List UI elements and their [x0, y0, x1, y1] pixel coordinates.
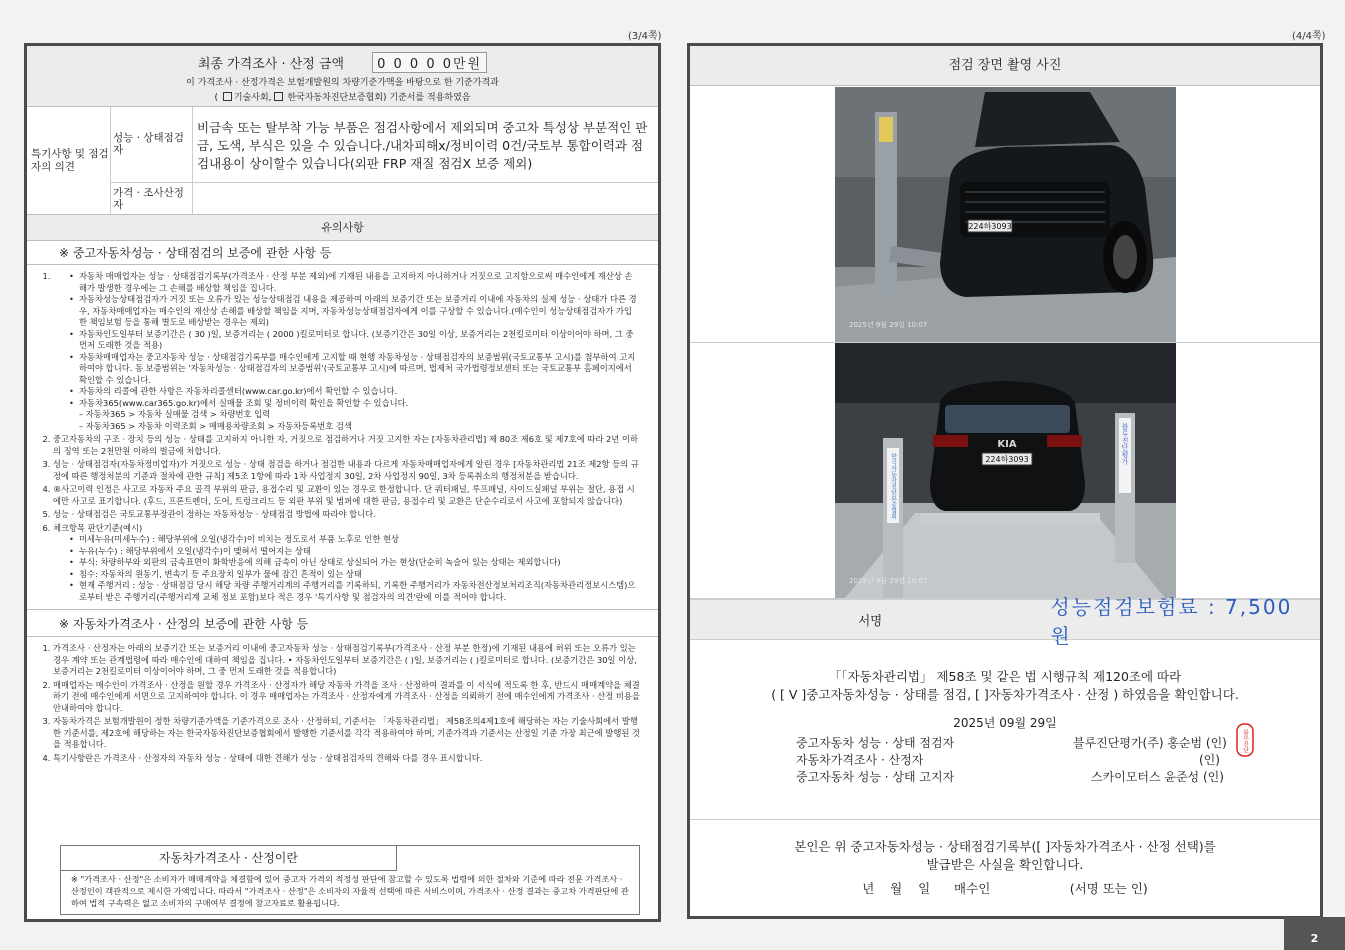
opinion-section	[27, 107, 658, 215]
insurance-fee: 성능점검보험료 : 7,500 원	[1050, 594, 1293, 648]
note-item: 2. 중고자동차의 구조 · 장치 등의 성능 · 상태를 고지하지 아니한 자, 거짓으로 점검하거나 거짓 고지한 자는 [자동차관리법] 제 80조 제6호 및 제7호에 따라 2년 이하의 징역 또는 2천만원 이하의 벌금에 처합니다.	[53, 434, 640, 457]
note-item: 4. ®사고이력 인정은 사고로 자동차 주요 골격 부위의 판금, 용접수리 및 교환이 있는 경우로 한정합니다. 단 쿼터패널, 루프패널, 사이드실패널 부위는 절단, 용접 시에만 사고로 표기합니다. (후드, 프론트펜더, 도어, 트렁크리드 등 외판 부위 및 범퍼에 대한 판금, 용접수리 및 교환은 단순수리로서 사고에 포함되지 않습니다)	[53, 484, 640, 507]
price-notes	[27, 643, 658, 764]
definition-title: 자동차가격조사 · 산정이란	[61, 846, 397, 871]
pillar-right-text: 블루진단평가	[1120, 423, 1129, 465]
final-price-desc-1: 이 가격조사 · 산정가격은 보험개발원의 차량기준가액을 바탕으로 한 기준가격과	[186, 78, 499, 88]
note-item: 5. 성능 · 상태점검은 국토교통부장관이 정하는 자동차성능 · 상태점검 방법에 따라야 합니다.	[53, 509, 640, 521]
seal-text: 블루진단	[1241, 729, 1249, 753]
definition-text: ※ "가격조사 · 산정"은 소비자가 매매계약을 체결함에 있어 중고자 가격의 적정성 판단에 참고할 수 있도록 법령에 의한 절차와 기준에 따라 전문 가격조사 · 산정인이 객관적으로 제시한 가액입니다. 따라서 "가격조사 · 산정"은 소비자의 자율적 선택에 따른 서비스이며, 가격조사 · 산정 결과는 중고차 가격판단에 관하여 법적 구속력은 없고 소비자의 구매여부 결정에 참고자료로 활용됩니다.	[71, 874, 629, 908]
final-price-amount: 0 0 0 0 0만원	[372, 52, 487, 73]
opinion-label: 특기사항 및 점검자의 의견	[27, 107, 111, 214]
notifier-name: 스카이모터스 윤준성 (인)	[1091, 770, 1224, 784]
price-note-item: 3. 자동차가격은 보험개발원이 정한 차량기준가액을 기준가격으로 조사 · 산정하되, 기준서는 「자동차관리법」 제58조의4제1호에 해당하는 자는 기술사회에서 발행한 기준서를, 제2호에 해당하는 자는 한국자동차진단보증협회에서 발행한 기준서를 각각 적용하여야 하며, 기준가격과 기준서는 산정일 기준 가장 최근에 발행된 것을 적용합니다.	[53, 716, 640, 751]
final-price-section	[27, 46, 658, 107]
note-item: 6. 체크항목 판단기준(예시) • 미세누유(미세누수) : 해당부위에 오일(냉각수)이 비치는 정도로서 부품 노후로 인한 현상 • 누유(누수) : 해당부위에서 오일(냉각수)이 맺혀서 떨어지는 상태 • 부식: 차량하부와 외판의 금속표면이 화학반응에 의해 금속이 아닌 상태로 상실되어 가는 현상(단순히 녹슬어 있는 상태는 제외합니다) • 침수: 자동차의 원동기, 변속기 등 주요장치 일부가 물에 잠긴 흔적이 있는 상태 • 현재 주행거리 : 성능 · 상태점검 당시 해당 차량 주행거리계의 주행거리를 기록하되, 기록한 주행거리가 자동차전산정보처리조직(자동차관리정보시스템)으로부터 받은 주행거리(주행거리계 교체 정보 포함)보다 적은 경우 '특기사항 및 점검자의 의견'란에 이를 적어야 합니다.	[53, 523, 640, 604]
inspection-date: 2025년 09월 29일	[953, 716, 1057, 730]
note-item: • 1. 자동차 매매업자는 성능 · 상태점검기록부(가격조사 · 산정 부분 제외)에 기재된 내용을 고지하지 아니하거나 거짓으로 고지함으로써 매수인에게 재산상 손해가 발생한 경우에는 그 손해를 배상할 책임을 집니다. • 자동차성능상태점검자가 거짓 또는 오류가 있는 성능상태점검 내용을 제공하여 아래의 보증기간 또는 보증거리 이내에 자동차의 실제 성능 · 상태가 다른 경우, 자동차매매업자는 매수인의 재산상 손해를 배상할 책임을 지며, 자동차성능상태점검자에게 이를 구상할 수 있습니다.(매수인이 성능상태점검자가 가입한 책임보험 등을 통해 별도로 배상받는 경우는 제외) • 자동차인도일부터 보증기간은 ( 30 )일, 보증거리는 ( 2000 )킬로미터로 합니다. (보증기간은 30일 이상, 보증거리는 2천킬로미터 이상이어야 하며, 그 중 먼저 도래한 것을 적용) • 자동차매매업자는 중고자동차 성능 · 상태점검기록부를 매수인에게 고지할 때 현행 자동차성능 · 상태점검자의 보증범위(국토교통부 고시)를 첨부하여 고지하여야 합니다. 동 보증범위는 '자동차성능 · 상태점검자의 보증범위'(국토교통부 고시)에 따르며, 법제처 국가법령정보센터 또는 국토교통부 홈페이지에서 확인할 수 있습니다. • 자동차의 리콜에 관한 사항은 자동차리콜센터(www.car.go.kr)에서 확인할 수 있습니다. • 자동차365(www.car365.go.kr)에서 실매물 조회 및 정비이력 확인을 확인할 수 있습니다. – 자동차365 > 자동차 실매물 검색 > 차량번호 입력 – 자동차365 > 자동차 이력조회 > 매매용차량조회 > 자동차등록번호 검색	[53, 271, 640, 432]
page-badge[interactable]: 2	[1284, 917, 1345, 950]
final-price-desc-2: ( 기술사회, 한국자동차진단보증협회) 기준서를 적용하였음	[214, 93, 471, 103]
left-document-page	[24, 43, 661, 922]
price-note-item: 4. 특기사항란은 가격조사 · 산정자의 자동차 성능 · 상태에 대한 견해가 성능 · 상태점검자의 견해와 다를 경우 표시합니다.	[53, 753, 640, 765]
definition-box	[60, 845, 640, 915]
price-guarantee-heading: ※ 자동차가격조사 · 산정의 보증에 관한 사항 등	[27, 609, 658, 637]
inspection-photo-rear	[835, 343, 1176, 598]
front-plate-text: 224하3093	[967, 221, 1012, 231]
notice-heading: 유의사항	[27, 215, 658, 241]
price-inspector-label: 가격 · 조사산정자	[113, 187, 184, 211]
appraiser-seal: (인)	[1199, 753, 1220, 767]
appraiser-role: 자동차가격조사 · 산정자	[796, 753, 924, 767]
signatories	[690, 729, 1320, 795]
right-page-number: (4/4쪽)	[1292, 31, 1326, 42]
pillar-left-text: 한국자동차진단보증협회	[889, 453, 896, 519]
guarantee-heading: ※ 중고자동차성능 · 상태점검의 보증에 관한 사항 등	[27, 241, 658, 265]
inspection-photo-rear-container	[690, 343, 1320, 600]
price-note-item: 1. 가격조사 · 산정자는 아래의 보증기간 또는 보증거리 이내에 중고자동차 성능 · 상태점검기록부(가격조사 · 산정 부분 한정)에 기재된 내용에 허위 또는 오류가 있는 경우 계약 또는 관계법령에 따라 매수인에 대하여 책임을 집니다. • 자동차인도일부터 보증기간은 ( )일, 보증거리는 ( )킬로미터로 합니다. (보증기간은 30일 이상, 보증거리는 2천킬로미터 이상이어야 하며, 그 중 먼저 도래한 것을 적용합니다)	[53, 643, 640, 678]
price-note-item: 2. 매매업자는 매수인이 가격조사 · 산정을 원할 경우 가격조사 · 산정자가 해당 자동차 가격을 조사 · 산정하여 결과를 이 서식에 적도록 한 후, 반드시 매매계약을 체결하기 전에 매수인에게 서면으로 고지하여야 합니다. 이 경우 매매업자는 가격조사 · 산정자에게 가격조사 · 산정을 의뢰하기 전에 매수인에게 가격조사 · 산정 비용을 안내하여야 합니다.	[53, 680, 640, 715]
inspector-name: 블루진단평가(주) 홍순범 (인)	[1073, 736, 1227, 750]
checkbox-icon[interactable]	[274, 92, 283, 101]
guarantee-notes	[27, 271, 658, 603]
inspection-photo-front	[835, 87, 1176, 342]
final-price-title: 최종 가격조사 · 산정 금액	[197, 57, 345, 72]
buyer-confirmation: 본인은 위 중고자동차성능 · 상태점검기록부([ ]자동차가격조사 · 산정 선택)를 발급받은 사실을 확인합니다. 년 월 일 매수인 (서명 또는 인)	[690, 819, 1320, 898]
rear-photo-timestamp: 2025년 9월 29일 10:07	[848, 577, 927, 585]
perf-inspector-label: 성능 · 상태점검자	[111, 107, 192, 183]
notifier-role: 중고자동차 성능 · 상태 고지자	[796, 770, 955, 784]
red-seal-stamp	[1236, 723, 1254, 757]
photo-section-title: 점검 장면 촬영 사진	[690, 46, 1320, 86]
confirmation-text: 「「자동차관리법」 제58조 및 같은 법 시행규칙 제120조에 따라 ( [ V ]중고자동차성능 · 상태를 점검, [ ]자동차가격조사 · 산정 ) 하였음을 확인합니다.	[771, 669, 1239, 702]
signature-label: 서명	[858, 612, 883, 628]
inspector-role: 중고자동차 성능 · 상태 점검자	[796, 736, 955, 750]
front-photo-timestamp: 2025년 9월 29일 10:07	[848, 320, 927, 329]
rear-plate-text: 224하3093	[984, 455, 1029, 464]
note-item: 3. 성능 · 상태점검자(자동차정비업자)가 거짓으로 성능 · 상태 점검을 하거나 점검한 내용과 다르게 자동차매매업자에게 알린 경우 [자동차관리법 21조 제2항 등의 규정에 따른 행정처분의 기준과 절차에 관한 규칙] 제5조 1항에 따라 1차 사업정지 30일, 2차 사업정지 90일, 3차 등록취소의 행정처분을 받습니다.	[53, 459, 640, 482]
signature-row	[690, 594, 1320, 648]
left-page-number: (3/4쪽)	[628, 31, 662, 42]
perf-inspector-opinion: 비금속 또는 탈부착 가능 부품은 점검사항에서 제외되며 중고차 특성상 부분적인 판금, 도색, 부식은 있을 수 있습니다./내차피해x/정비이력 0건/국토부 통합이력과 점검내용이 상이할수 있습니다(외판 FRP 재질 점검X 보증 제외)	[193, 107, 658, 183]
inspection-photo-front-container	[690, 86, 1320, 343]
right-document-page	[687, 43, 1323, 919]
svg-text:KIA: KIA	[996, 439, 1017, 450]
checkbox-icon[interactable]	[223, 92, 232, 101]
